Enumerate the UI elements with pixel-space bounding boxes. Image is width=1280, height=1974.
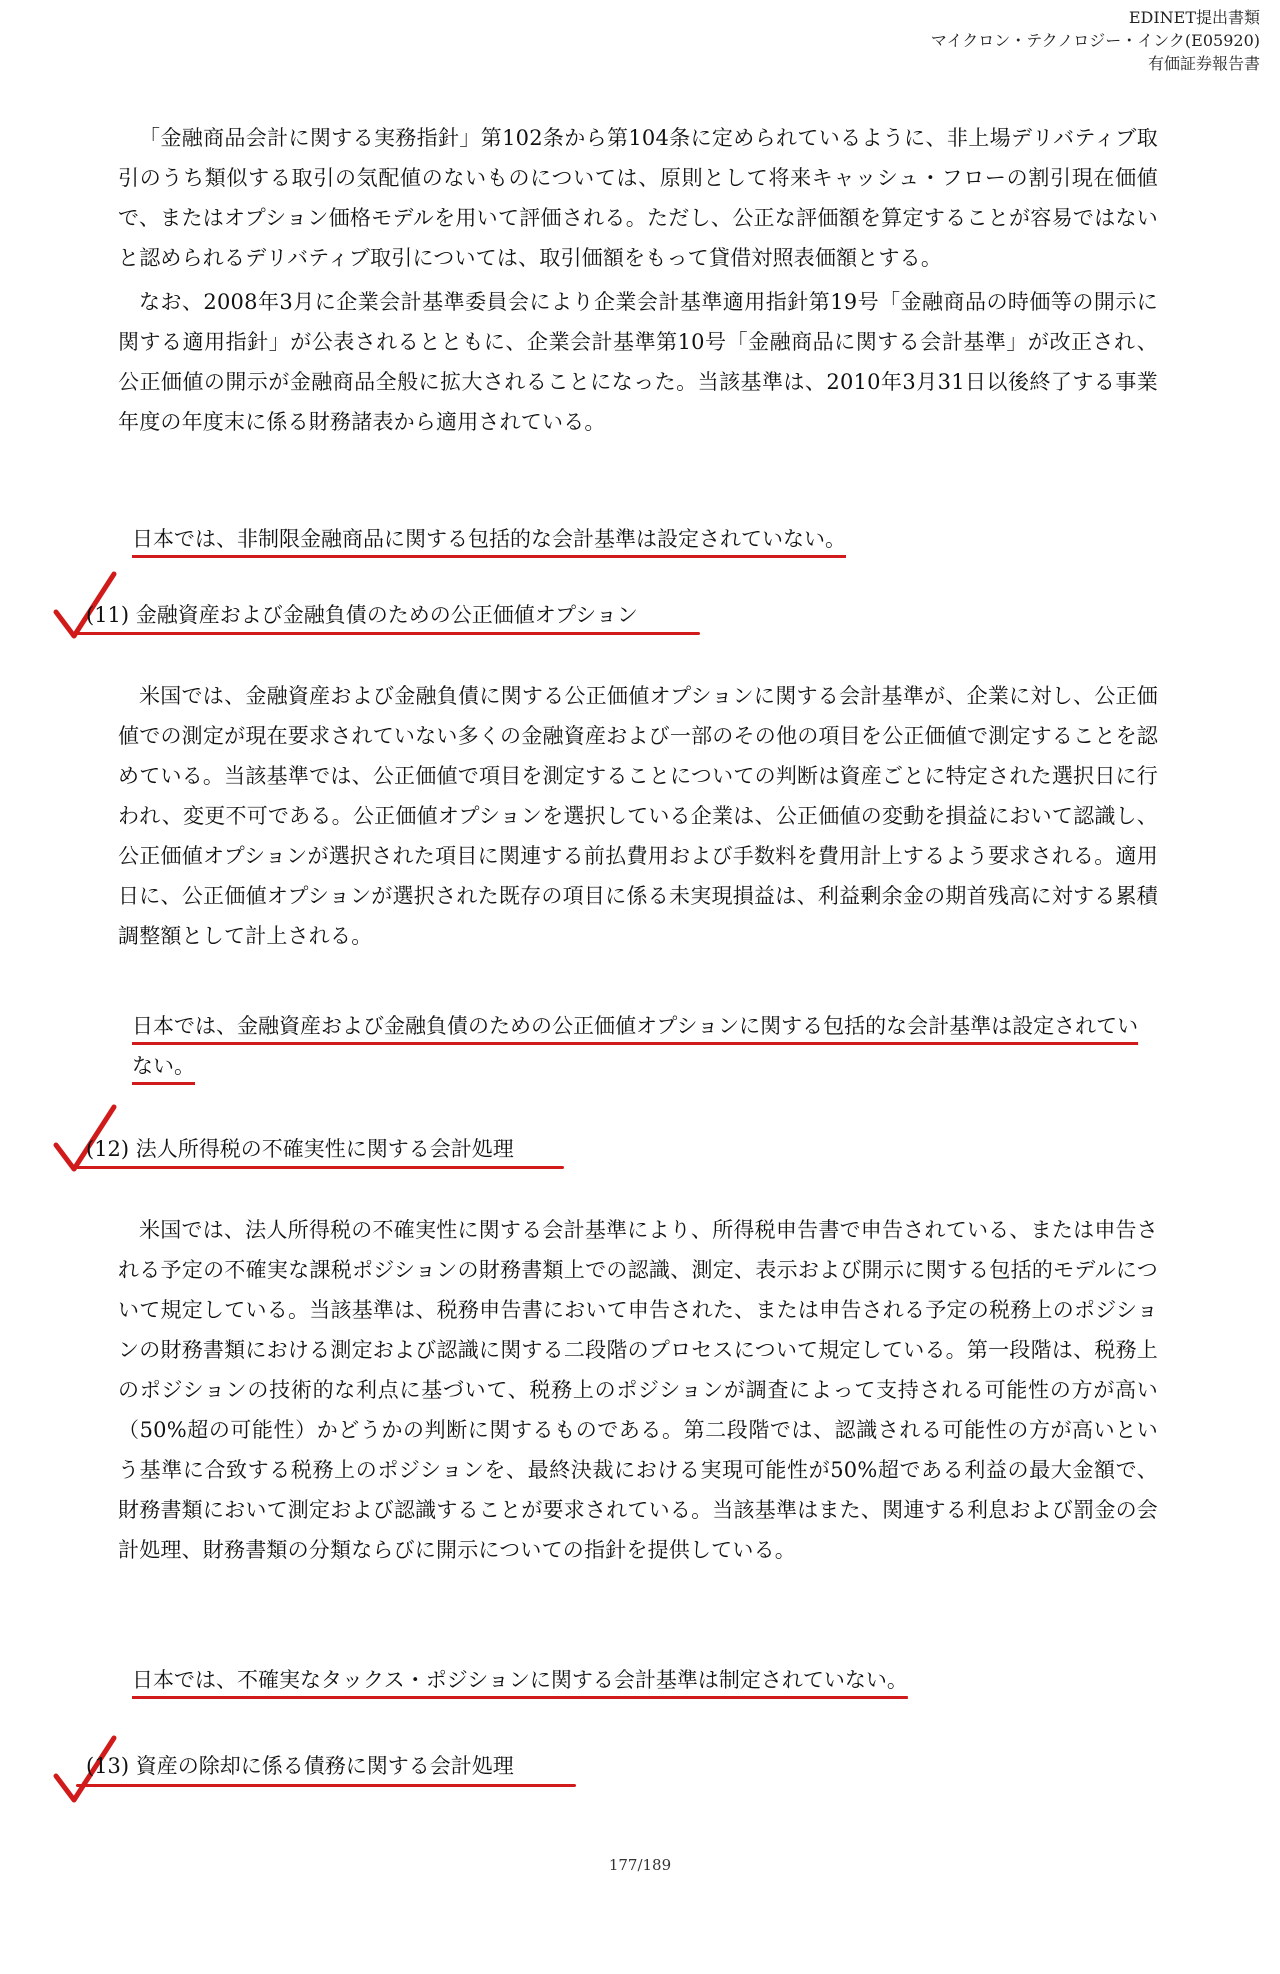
paragraph-fair-value-disclosure: なお、2008年3月に企業会計基準委員会により企業会計基準適用指針第19号「金融商品の時価等の開示に関する適用指針」が公表されるとともに、企業会計基準第10号「金融商品に関する会計基準」が改正され、公正価値の開示が金融商品全般に拡大されることになった。当該基準は、2010年3月31日以後終了する事業年度の年度末に係る財務諸表から適用されている。 — [118, 290, 1158, 434]
heading-income-tax-uncertainty: (12) 法人所得税の不確実性に関する会計処理 — [86, 1137, 514, 1161]
header-edinet: EDINET提出書類 — [1128, 8, 1260, 27]
heading-11-underline — [76, 632, 700, 635]
heading-fair-value-option: (11) 金融資産および金融負債のための公正価値オプション — [86, 603, 638, 627]
document-header — [931, 6, 1260, 75]
header-company: マイクロン・テクノロジー・インク(E05920) — [930, 31, 1260, 50]
heading-asset-retirement: (13) 資産の除却に係る債務に関する会計処理 — [86, 1754, 514, 1778]
japan-note-fair-value-option — [132, 1006, 1156, 1086]
japan-note-unrestricted-instruments — [132, 519, 846, 559]
heading-13-underline — [76, 1784, 576, 1787]
page-number: 177/189 — [608, 1856, 672, 1874]
japan-note-tax-position-text: 日本では、不確実なタックス・ポジションに関する会計基準は制定されていない。 — [132, 1668, 908, 1692]
paragraph-fair-value-option-us: 米国では、金融資産および金融負債に関する公正価値オプションに関する会計基準が、企業に対し、公正価値での測定が現在要求されていない多くの金融資産および一部のその他の項目を公正価値で測定することを認めている。当該基準では、公正価値で項目を測定することについての判断は資産ごとに特定された選択日に行われ、変更不可である。公正価値オプションを選択している企業は、公正価値の変動を損益において認識し、公正価値オプションが選択された項目に関連する前払費用および手数料を費用計上するよう要求される。適用日に、公正価値オプションが選択された既存の項目に係る未実現損益は、利益剰余金の期首残高に対する累積調整額として計上される。 — [118, 684, 1158, 948]
header-report-type: 有価証券報告書 — [1147, 54, 1260, 73]
japan-note-unrestricted-text: 日本では、非制限金融商品に関する包括的な会計基準は設定されていない。 — [132, 527, 846, 551]
japan-note-tax-position — [132, 1660, 908, 1700]
heading-12-underline — [76, 1166, 564, 1169]
japan-note-fair-value-option-text: 日本では、金融資産および金融負債のための公正価値オプションに関する包括的な会計基準は設定されていない。 — [132, 1014, 1139, 1078]
paragraph-income-tax-us: 米国では、法人所得税の不確実性に関する会計基準により、所得税申告書で申告されている、または申告される予定の不確実な課税ポジションの財務書類上での認識、測定、表示および開示に関する包括的モデルについて規定している。当該基準は、税務申告書において申告された、または申告される予定の税務上のポジションの財務書類における測定および認識に関する二段階のプロセスについて規定している。第一段階は、税務上のポジションの技術的な利点に基づいて、税務上のポジションが調査によって支持される可能性の方が高い（50%超の可能性）かどうかの判断に関するものである。第二段階では、認識される可能性の方が高いという基準に合致する税務上のポジションを、最終決裁における実現可能性が50%超である利益の最大金額で、財務書類において測定および認識することが要求されている。当該基準はまた、関連する利息および罰金の会計処理、財務書類の分類ならびに開示についての指針を提供している。 — [118, 1218, 1158, 1562]
paragraph-derivatives-valuation: 「金融商品会計に関する実務指針」第102条から第104条に定められているように、非上場デリバティブ取引のうち類似する取引の気配値のないものについては、原則として将来キャッシュ・フローの割引現在価値で、またはオプション価格モデルを用いて評価される。ただし、公正な評価額を算定することが容易ではないと認められるデリバティブ取引については、取引価額をもって貸借対照表価額とする。 — [118, 126, 1158, 270]
